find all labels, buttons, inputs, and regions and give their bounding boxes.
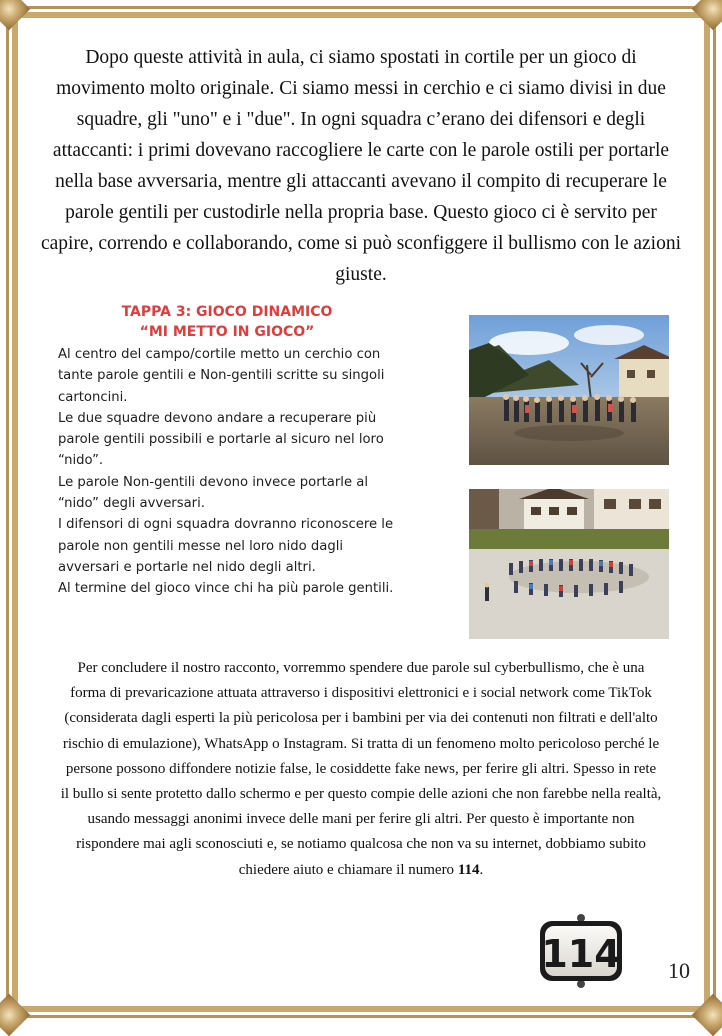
step-paragraph: I difensori di ogni squadra dovranno riconoscere le parole non gentili messe nel loro nido dagli avversari e portarle nel nido degli altri. xyxy=(58,517,394,575)
photo-children-circle xyxy=(469,315,669,465)
closing-paragraph xyxy=(60,656,662,883)
step-title xyxy=(58,302,396,342)
step-paragraph: Al termine del gioco vince chi ha più parole gentili. xyxy=(58,581,394,597)
closing-text: Per concludere il nostro racconto, vorremmo spendere due parole sul cyberbullismo, che è una forma di prevaricazione attuata attraverso i dispositivi elettronici e i social network come TikTok (considerata dagli esperti la più pericolosa per i bambini per via dei contenuti non filtrati e dell'alto rischio di emulazione), WhatsApp o Instagram. Si tratta di un fenomeno molto pericoloso perché le persone possono diffondere notizie false, le cosiddette fake news, per ferire gli altri. Spesso in rete il bullo si sente protetto dallo schermo e per questo compie delle azioni che non farebbe nella realtà, usando messaggi anonimi invece delle mani per ferire gli altri. Per questo è importante non rispondere mai agli sconosciuti e, se notiamo qualcosa che non va su internet, dobbiamo subito chiedere aiuto e chiamare il numero xyxy=(60,660,662,878)
step-description xyxy=(58,344,408,600)
intro-paragraph: Dopo queste attività in aula, ci siamo spostati in cortile per un gioco di movimento molto originale. Ci siamo messi in cerchio e ci siamo divisi in due squadre, gli "uno" e i "due". In ogni squadra c’erano dei difensori e degli attaccanti: i primi dovevano raccogliere le carte con le parole ostili per portarle nella base avversaria, mentre gli attaccanti avevano il compito di recuperare le parole gentili per custodirle nella propria base. Questo gioco ci è servito per capire, correndo e collaborando, come si può sconfiggere il bullismo con le azioni giuste. xyxy=(40,47,682,285)
step-title-line-1: TAPPA 3: GIOCO DINAMICO xyxy=(121,304,333,320)
number-plate-114 xyxy=(536,912,626,990)
step-paragraph: Al centro del campo/cortile metto un cerchio con tante parole gentili e Non-gentili scritte su singoli cartoncini. xyxy=(58,347,385,405)
emergency-number: 114 xyxy=(457,861,480,878)
page-number: 10 xyxy=(668,958,690,983)
step-paragraph: Le due squadre devono andare a recuperare più parole gentili possibili e portarle al sicuro nel loro “nido”. xyxy=(58,410,384,469)
step-paragraph: Le parole Non-gentili devono invece portarle al “nido” degli avversari. xyxy=(58,474,369,512)
step-title-line-2: “MI METTO IN GIOCO” xyxy=(139,324,315,340)
closing-text-end: . xyxy=(479,861,484,878)
plate-number: 114 xyxy=(541,932,621,976)
photo-children-aerial xyxy=(469,489,669,639)
